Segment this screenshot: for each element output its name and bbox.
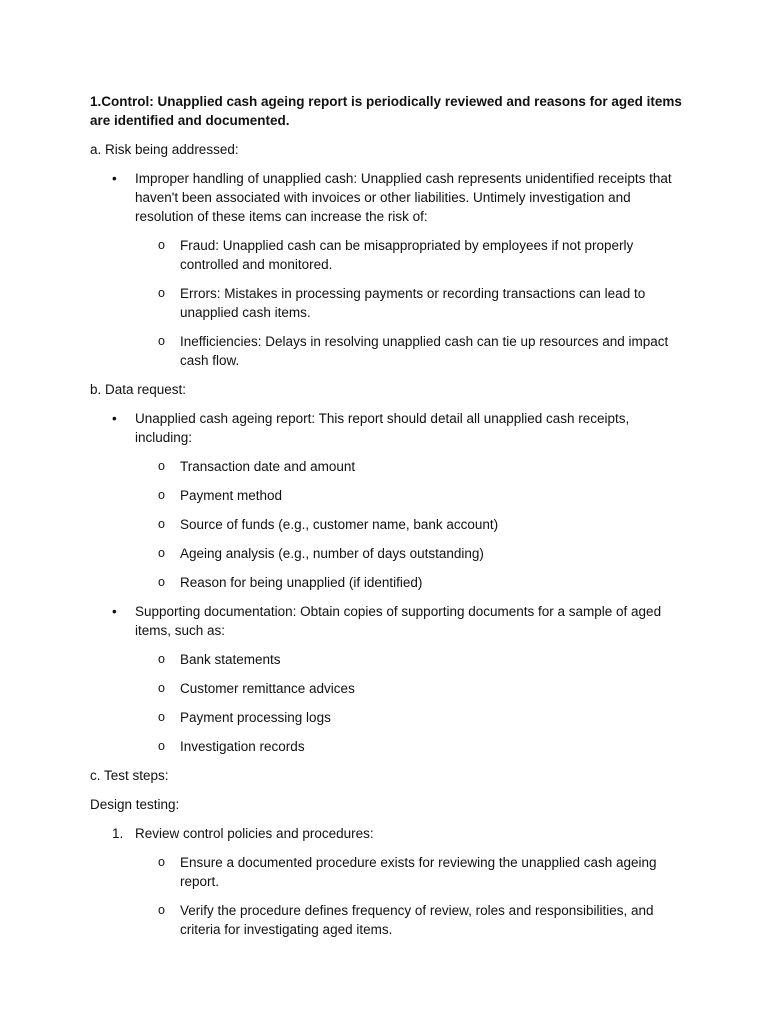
list-item — [90, 169, 682, 226]
sub-bullet-marker: o — [158, 575, 165, 589]
sub-list-item — [90, 544, 682, 563]
sub-bullet-marker: o — [158, 334, 165, 348]
sub-list-item — [90, 708, 682, 727]
section-b-heading: b. Data request: — [90, 382, 187, 397]
sub-list-item — [90, 650, 682, 669]
sub-bullet-marker: o — [158, 488, 165, 502]
sub-list-item-text: Transaction date and amount — [180, 459, 356, 474]
sub-list-item — [90, 573, 682, 592]
sub-bullet-marker: o — [158, 710, 165, 724]
sub-list-item — [90, 853, 682, 891]
step-number: 1. — [112, 826, 124, 841]
sub-bullet-marker: o — [158, 286, 165, 300]
sub-bullet-marker: o — [158, 238, 165, 252]
sub-list-item-text: Fraud: Unapplied cash can be misappropriated by employees if not properly controlled and monitored. — [180, 238, 634, 272]
sub-list-item — [90, 332, 682, 370]
sub-bullet-marker: o — [158, 652, 165, 666]
list-item-text: Unapplied cash ageing report: This report should detail all unapplied cash receipts, including: — [135, 411, 630, 445]
sub-list-item-text: Inefficiencies: Delays in resolving unapplied cash can tie up resources and impact cash flow. — [180, 334, 669, 368]
sub-list-item-text: Ageing analysis (e.g., number of days outstanding) — [180, 546, 484, 561]
design-testing-heading: Design testing: — [90, 797, 180, 812]
sub-list-item-text: Errors: Mistakes in processing payments or recording transactions can lead to unapplied cash items. — [180, 286, 646, 320]
sub-bullet-marker: o — [158, 903, 165, 917]
section-a-heading: a. Risk being addressed: — [90, 142, 239, 157]
sub-bullet-marker: o — [158, 855, 165, 869]
bullet-marker: • — [112, 171, 117, 186]
sub-list-item-text: Source of funds (e.g., customer name, bank account) — [180, 517, 499, 532]
numbered-item-text: Review control policies and procedures: — [135, 826, 374, 841]
section-c-heading: c. Test steps: — [90, 768, 169, 783]
sub-bullet-marker: o — [158, 546, 165, 560]
sub-list-item — [90, 457, 682, 476]
sub-bullet-marker: o — [158, 459, 165, 473]
sub-list-item-text: Ensure a documented procedure exists for reviewing the unapplied cash ageing report. — [180, 855, 657, 889]
sub-list-item — [90, 236, 682, 274]
sub-list-item-text: Payment processing logs — [180, 710, 331, 725]
bullet-marker: • — [112, 411, 117, 426]
list-item — [90, 602, 682, 640]
sub-list-item — [90, 679, 682, 698]
sub-list-item-text: Bank statements — [180, 652, 281, 667]
sub-list-item — [90, 515, 682, 534]
sub-bullet-marker: o — [158, 739, 165, 753]
sub-bullet-marker: o — [158, 517, 165, 531]
list-item-text: Supporting documentation: Obtain copies of supporting documents for a sample of aged items, such as: — [135, 604, 662, 638]
sub-bullet-marker: o — [158, 681, 165, 695]
sub-list-item-text: Customer remittance advices — [180, 681, 355, 696]
sub-list-item-text: Investigation records — [180, 739, 305, 754]
list-item — [90, 409, 682, 447]
list-item-text: Improper handling of unapplied cash: Unapplied cash represents unidentified receipts that haven't been associated with invoices or other liabilities. Untimely investigation and resolution of these items can increase the risk of: — [135, 171, 672, 224]
sub-list-item-text: Payment method — [180, 488, 283, 503]
control-title: 1.Control: Unapplied cash ageing report is periodically reviewed and reasons for aged items are identified and documented. — [90, 94, 682, 128]
sub-list-item — [90, 486, 682, 505]
sub-list-item — [90, 284, 682, 322]
numbered-item — [90, 824, 682, 843]
sub-list-item-text: Reason for being unapplied (if identified) — [180, 575, 423, 590]
sub-list-item-text: Verify the procedure defines frequency of review, roles and responsibilities, and criteria for investigating aged items. — [180, 903, 654, 937]
sub-list-item — [90, 901, 682, 939]
bullet-marker: • — [112, 604, 117, 619]
sub-list-item — [90, 737, 682, 756]
document-page — [90, 92, 682, 949]
